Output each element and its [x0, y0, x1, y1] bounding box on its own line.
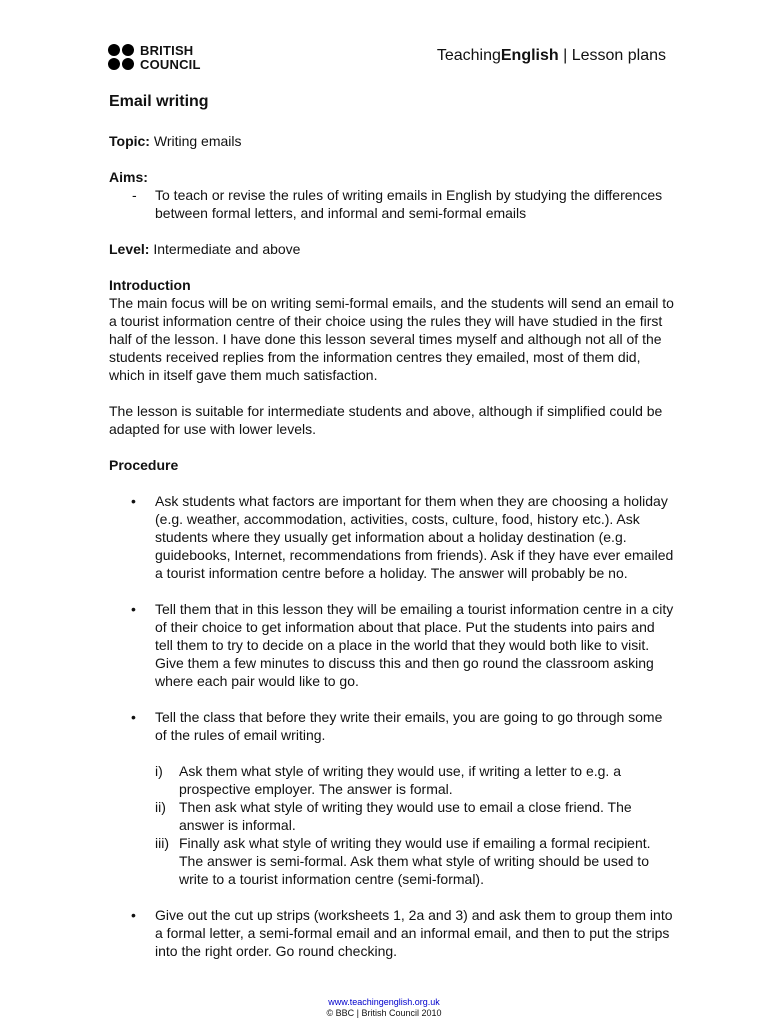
- level-row: [109, 240, 674, 258]
- procedure-item: [109, 708, 674, 744]
- page-title: Email writing: [109, 93, 209, 110]
- procedure-item-text: Tell the class that before they write their emails, you are going to go through some of the rules of email writing.: [155, 709, 663, 743]
- aims-list: [109, 186, 674, 222]
- bullet-marker: •: [131, 907, 136, 923]
- sub-list-number: i): [155, 763, 163, 779]
- bullet-marker: •: [131, 601, 136, 617]
- topic-value: Writing emails: [149, 133, 242, 149]
- procedure-item: [109, 492, 674, 582]
- logo-text: BRITISH COUNCIL: [140, 43, 201, 72]
- introduction-heading: Introduction: [109, 277, 191, 293]
- dash-marker: -: [132, 187, 137, 203]
- header-title-bold: English: [500, 47, 559, 64]
- sub-list-number: iii): [155, 835, 169, 851]
- procedure-heading: Procedure: [109, 457, 179, 473]
- sub-list-number: ii): [155, 799, 166, 815]
- sub-list-text: Finally ask what style of writing they would use if emailing a formal recipient. The answer is semi-formal. Ask them what style of writing should be used to write to a tourist information centre (semi-formal).: [179, 835, 651, 887]
- procedure-item-text: Give out the cut up strips (worksheets 1, 2a and 3) and ask them to group them into a formal letter, a semi-formal email and an informal email, and then to put the strips into the right order. Go round checking.: [155, 907, 673, 959]
- header-title-prefix: Teaching: [436, 47, 501, 64]
- sub-list-item: [109, 762, 674, 798]
- aims-label: Aims:: [109, 169, 148, 185]
- level-label: Level:: [109, 241, 150, 257]
- procedure-item: [109, 906, 674, 960]
- bullet-marker: •: [131, 709, 136, 725]
- procedure-item-text: Ask students what factors are important for them when they are choosing a holiday (e.g. weather, accommodation, activities, costs, culture, food, history etc.). Ask students where they usually get information about a holiday destination (e.g. guidebooks, Internet, recommendations from friends). Ask if they have ever emailed a tourist information centre before a holiday. The answer will probably be no.: [155, 493, 674, 581]
- footer-url-link[interactable]: www.teachingenglish.org.uk: [328, 997, 440, 1007]
- sub-list-item: [109, 798, 674, 834]
- intro-paragraph: The lesson is suitable for intermediate students and above, although if simplified could be adapted for use with lower levels.: [109, 403, 663, 437]
- level-value: Intermediate and above: [149, 241, 301, 257]
- bullet-marker: •: [131, 493, 136, 509]
- procedure-item: [109, 600, 674, 690]
- topic-row: [109, 132, 674, 150]
- sub-list-text: Ask them what style of writing they would use, if writing a letter to e.g. a prospective employer. The answer is formal.: [179, 763, 621, 797]
- aims-item-text: To teach or revise the rules of writing emails in English by studying the differences between formal letters, and informal and semi-formal emails: [155, 187, 663, 221]
- sub-list-text: Then ask what style of writing they would use to email a close friend. The answer is informal.: [179, 799, 632, 833]
- footer-copyright: © BBC | British Council 2010: [326, 1008, 442, 1018]
- topic-label: Topic:: [109, 133, 150, 149]
- aims-item: [109, 186, 674, 222]
- document-body: [109, 92, 674, 978]
- sub-list-item: [109, 834, 674, 888]
- british-council-logo: [108, 44, 208, 74]
- style-sub-list: [109, 762, 674, 888]
- header-title: [437, 47, 666, 65]
- intro-paragraph: The main focus will be on writing semi-formal emails, and the students will send an email to a tourist information centre of their choice using the rules they will have studied in the first half of the lesson. I have done this lesson several times myself and although not all of the students received replies from the information centres they emailed, most of them did, which in itself gave them much satisfaction.: [109, 295, 674, 383]
- page-footer: [0, 997, 768, 1019]
- header-title-suffix: | Lesson plans: [558, 47, 666, 64]
- procedure-item-text: Tell them that in this lesson they will be emailing a tourist information centre in a city of their choice to get information about that place. Put the students into pairs and tell them to try to decide on a place in the world that they would both like to visit. Give them a few minutes to discuss this and then go round the classroom asking where each pair would like to go.: [155, 601, 674, 689]
- logo-dots-icon: [108, 44, 136, 72]
